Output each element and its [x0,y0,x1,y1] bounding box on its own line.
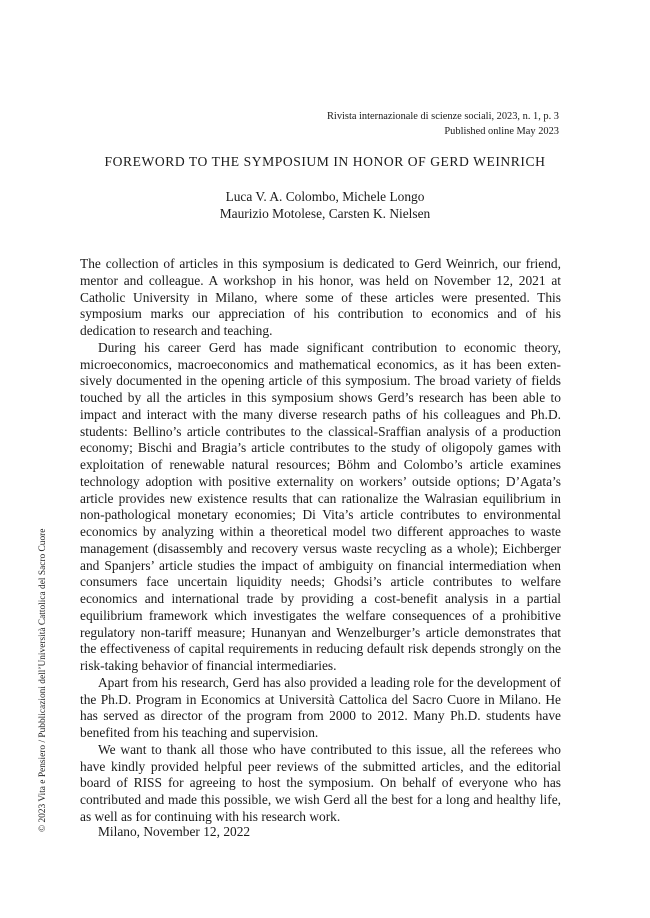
paragraph-1: The collection of articles in this symposium is dedicated to Gerd Weinrich, our friend, mentor and colleague. A workshop in his honor, was held on November 12, 2021 at Catholic University in Milano, where some of these articles were presented. This symposium marks our appreciation of his contribution to economics and of his dedication to research and teaching. [80,256,561,338]
publication-date: Published online May 2023 [444,126,559,137]
article-title: FOREWORD TO THE SYMPOSIUM IN HONOR OF GERD WEINRICH [104,154,546,169]
journal-citation: Rivista internazionale di scienze sociali, 2023, n. 1, p. 3 [327,111,559,122]
authors-line-2: Maurizio Motolese, Carsten K. Nielsen [219,206,431,221]
authors-line-1: Luca V. A. Colombo, Michele Longo [225,189,425,204]
article-body [80,256,561,826]
paragraph-2: During his career Gerd has made significant contribution to economic theory, microeconomics, macroeconomics and mathematical economics, as it has been extensively documented in the opening article of this symposium. The broad variety of fields touched by all the articles in this symposium shows Gerd’s research has been able to impact and interact with the many diverse research paths of his colleagues and Ph.D. students: Bellino’s article contributes to the classical-Sraffian analysis of a production economy; Bischi and Bragia’s article contributes to the study of oligopoly games with exploitation of renewable natural resources; Böhm and Colombo’s article examines technology adoption with positive externality on workers’ outside options; D’Agata’s article provides new existence results that can rationalize the Walrasian equilibrium in non-pathological monetary economies; Di Vita’s article contributes to environmental economics by analyzing within a theoretical model two different approaches to waste management (disassembly and recovery versus waste recycling as a whole); Eichberger and Spanjers’ article studies the impact of ambiguity on financial intermediation when consumers face uncertain liquidity needs; Ghodsi’s article contributes to welfare economics and international trade by providing a cost-benefit analysis in a partial equilibrium framework which investigates the welfare consequences of a prohibitive regulatory non-tariff measure; Hunanyan and Wenzelburger’s article demonstrates that the effectiveness of capital requirements in reducing default risk depends strongly on the risk-taking behavior of financial intermediaries. [80,339,561,673]
paragraph-4: We want to thank all those who have contributed to this issue, all the referees who have kindly provided helpful peer reviews of the submitted articles, and the editorial board of RISS for agreeing to host the symposium. On behalf of everyone who has contributed and made this possible, we wish Gerd all the best for a long and healthy life, as well as for continuing with his research work. [80,741,561,824]
paragraph-3: Apart from his research, Gerd has also provided a leading role for the development of the Ph.D. Program in Economics at Università Cattolica del Sacro Cuore in Milano. He has served as director of the program from 2000 to 2012. Many Ph.D. students have benefited from his teaching and supervision. [80,674,561,740]
copyright-notice: © 2023 Vita e Pensiero / Pubblicazioni dell’Università Cattolica del Sacro Cuore [38,528,48,832]
signoff-place-date: Milano, November 12, 2022 [98,824,251,839]
